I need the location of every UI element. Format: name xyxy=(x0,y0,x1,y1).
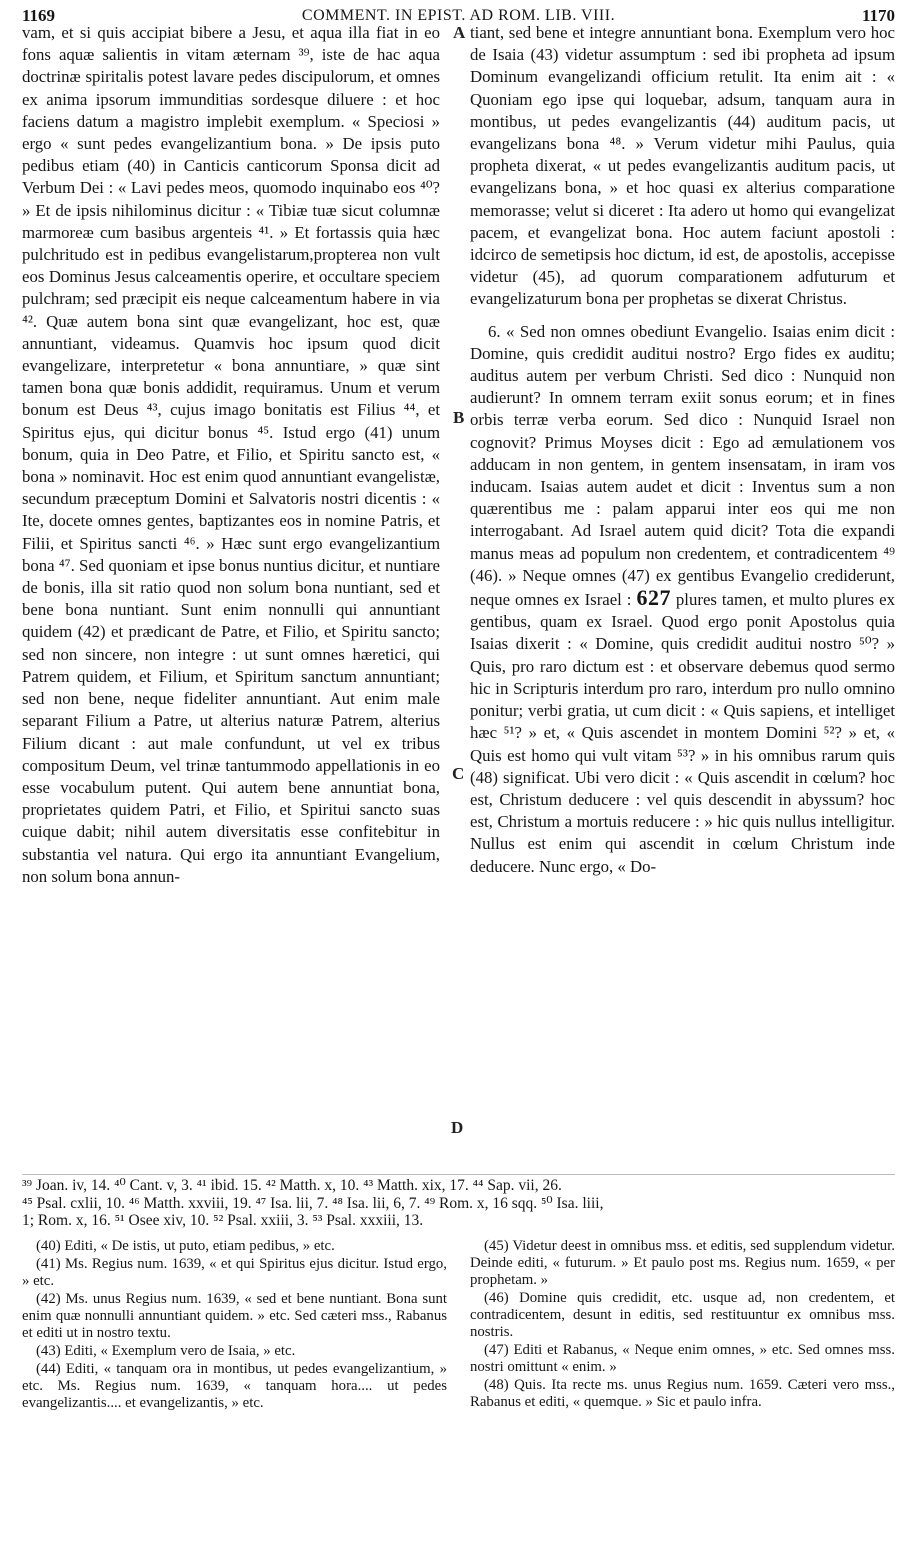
column-number: 627 xyxy=(636,585,671,611)
reference-line: ⁴⁵ Psal. cxlii, 10. ⁴⁶ Matth. xxviii, 19. ⁴⁷ Isa. lii, 7. ⁴⁸ Isa. lii, 6, 7. ⁴⁹ Rom. x, 16 sqq. ⁵⁰ Isa. liii, xyxy=(22,1194,604,1212)
page-number-left: 1169 xyxy=(22,6,56,25)
note-43: (43) Editi, « Exemplum vero de Isaia, » etc. xyxy=(36,1343,296,1359)
running-title: COMMENT. IN EPIST. AD ROM. LIB. VIII. xyxy=(301,7,616,24)
reference-line: ³⁹ Joan. iv, 14. ⁴⁰ Cant. v, 3. ⁴¹ ibid. 15. ⁴² Matth. x, 10. ⁴³ Matth. xix, 17. ⁴⁴ Sap. vii, 26. xyxy=(22,1177,562,1194)
left-column-text: vam, et si quis accipiat bibere a Jesu, et aqua illa fiat in eo fons aquæ salientis in vitam æternam ³⁹, iste de hac aqua doctrinæ spiritalis potest lavare pedes discipulorum, et omnes ex anima ipsorum immunditias sordesque diluere : et hoc faciens datum a magistro implebit exemplum. « Speciosi » ergo « sunt pedes evangelizantium bona. » De ipsis puto pedibus etiam (40) in Canticis canticorum Sponsa dicit ad Verbum Dei : « Lavi pedes meos, quomodo inquinabo eos ⁴⁰? » Et de ipsis nihilominus dicitur : « Tibiæ tuæ sicut columnæ marmoreæ cum basibus argenteis ⁴¹. » Et fortassis quia hæc pulchritudo est in pedibus evangelistarum,propterea non vult eos Dominus Jesus calceamentis operire, et occultare speciem pulchram; sed præcipit eis neque calceamentum habere in via ⁴². Quæ autem bona sint quæ evangelizant, hoc est, quæ annuntiant, videamus. Quamvis hoc ipsum quod dicit evangelizare, interpretetur « bona annuntiare, » quæ sint tamen bona quæ bonis addidit, requiramus. Unum et verum bonum est Deus ⁴³, cujus imago bonitatis est Filius ⁴⁴, et Spiritus ejus, qui dicitur bonus ⁴⁵. Istud ergo (41) unum bonum, quia in Deo Patre, et Filio, et Spiritu sancto est, « bona » nominavit. Hoc est enim quod annuntiant evangelistæ, secundum præceptum Domini et Salvatoris nostri dicentis : « Ite, docete omnes gentes, baptizantes eos in nomine Patris, et Filii, et Spiritus sancti ⁴⁶. » Hæc sunt ergo evangelizantium bona ⁴⁷. Sed quoniam et ipse bonus nuntius dicitur, et nuntiare de bonis, illa sit ratio quod non solum bona nuntiant, sed et bene bona nuntiant. Sunt enim nonnulli qui annuntiant quidem (42) et prædicant de Patre, et Filio, et Spiritu sancto; sed non sincere, non integre : ut sunt omnes hæretici, qui Patrem quidem, et Filium, et Spiritum sanctum annuntiant; sed non bene, neque fideliter annuntiant. Aut enim male separant Filium a Patre, ut alterius naturæ Patrem, alterius Filium dicant : aut male confundunt, ut vel ex tribus compositum Deum, vel trinæ tantummodo appellationis in eo esse vocabulum putent. Qui autem bene annuntiat bona, proprietates quidem Patri, et Filio, et Spiritui sancto suas cuique dabit; nihil autem diversitatis esse confitebitur in substantia vel natura. Qui ergo ita annuntiant Evangelium, non solum bona annun- xyxy=(22,23,440,886)
note-47: (47) Editi et Rabanus, « Neque enim omnes, » etc. Sed omnes mss. nostri omittunt « enim. » xyxy=(470,1342,895,1375)
footnote-divider xyxy=(22,1174,895,1175)
margin-marker-d: D xyxy=(451,1118,464,1137)
margin-marker-c: C xyxy=(452,764,465,783)
critical-notes-right xyxy=(470,1238,895,1412)
note-42: (42) Ms. unus Regius num. 1639, « sed et bene nuntiant. Bona sunt enim quæ nonnulli annuntiant quidem. » etc. Sed cæteri mss., Rabanus et editi ut in nostro textu. xyxy=(22,1291,447,1341)
note-48: (48) Quis. Ita recte ms. unus Regius num. 1659. Cæteri vero mss., Rabanus et editi, « quemque. » Sic et paulo infra. xyxy=(470,1377,895,1410)
left-column xyxy=(22,22,440,888)
note-40: (40) Editi, « De istis, ut puto, etiam pedibus, » etc. xyxy=(36,1238,335,1254)
note-41: (41) Ms. Regius num. 1639, « et qui Spiritus ejus dicitur. Istud ergo, » etc. xyxy=(22,1256,447,1289)
scripture-references xyxy=(22,1177,895,1230)
right-column xyxy=(470,22,895,878)
note-46: (46) Domine quis credidit, etc. usque ad, non credentem, et contradicentem, desunt in editis, sed restituuntur ex omnibus mss. nostris. xyxy=(470,1290,895,1340)
note-45: (45) Videtur deest in omnibus mss. et editis, sed supplendum videtur. Deinde editi, « futurum. » Et paulo post ms. Regius num. 1659, « per prophetam. » xyxy=(470,1238,895,1288)
margin-marker-a: A xyxy=(453,23,466,42)
right-paragraph-2-end: plures tamen, et multo plures ex gentibus, quam ex Israel. Quod ergo ponit Apostolus quia Isaias dixerit : « Domine, quis credidit auditui nostro ⁵⁰? » Quis, pro raro dictum est : et observare debemus quod sermo hic in Scripturis interdum pro raro, interdum pro nullo omnino ponitur; verbi gratia, ut cum dicit : « Quis sapiens, et intelliget hæc ⁵¹? » et, « Quis ascendet in montem Domini ⁵²? » et, « Quis est homo qui vult vitam ⁵³? » in his omnibus rarum quis (48) significat. Ubi vero dicit : « Quis ascendit in cœlum? hoc est, Christum deducere : vel quis descendit in abyssum? hoc est, Christum a mortuis reducere : » hic quis nullus intelligitur. Nullus est enim qui ascendit in cœlum Christum inde deducere. Nunc ergo, « Do- xyxy=(470,590,896,876)
reference-line: 1; Rom. x, 16. ⁵¹ Osee xiv, 10. ⁵² Psal. xxiii, 3. ⁵³ Psal. xxxiii, 13. xyxy=(22,1212,424,1230)
right-paragraph-2 xyxy=(470,321,895,878)
critical-notes-left xyxy=(22,1238,447,1413)
note-44: (44) Editi, « tanquam ora in montibus, ut pedes evangelizantium, » etc. Ms. Regius num. 1639, « tanquam hora.... ut pedes evangelizantis.... et evangelizantis, » etc. xyxy=(22,1361,447,1411)
margin-marker-b: B xyxy=(453,408,465,427)
right-paragraph-2-start: 6. « Sed non omnes obediunt Evangelio. Isaias enim dicit : Domine, quis credidit auditui nostro? Ergo fides ex auditu; auditus autem per verbum Christi. Sed dico : Nunquid non audierunt? In omnem terram exiit sonus eorum; et in fines orbis terræ verba eorum. Sed dico : Nunquid Israel non cognovit? Primus Moyses dicit : Ego ad æmulationem vos adducam in non gentem, in gentem insensatam, in iram vos inducam. Isaias autem audet et dicit : Inventus sum a non quærentibus me : palam apparui inter eos qui me non interrogabant. Ad Israel autem quid dicit? Tota die expandi manus meas ad populum non credentem, et contradicentem ⁴⁹ (46). » Neque omnes (47) ex gentibus Evangelio crediderunt, neque omnes ex Israel : xyxy=(470,321,895,610)
right-paragraph-1: tiant, sed bene et integre annuntiant bona. Exemplum vero hoc de Isaia (43) videtur assumptum : sed ibi propheta ad ipsum Dominum evangelizandi officium retulit. Ita enim ait : « Quoniam ego ipse qui loquebar, adsum, tanquam aura in montibus, ut pedes evangelizantis (44) auditum pacis, ut evangelizans bona ⁴⁸. » Verum videtur mihi Paulus, quia propheta dixerat, « ut pedes evangelizantis auditum pacis, ut evangelizans bona, » et hoc quasi ex alterius comparatione memorasse; velut si diceret : Ita adero ut homo qui evangelizat pacem, et evangelizat bona. Hoc autem faciunt apostoli : idcirco de semetipsis hoc dictum, id est, de apostolis, accepisse videtur (45), ad quorum comparationem adfuturum et evangelizaturum bona per prophetas se dixerat Christus. xyxy=(470,23,895,309)
page-number-right: 1170 xyxy=(861,6,895,25)
